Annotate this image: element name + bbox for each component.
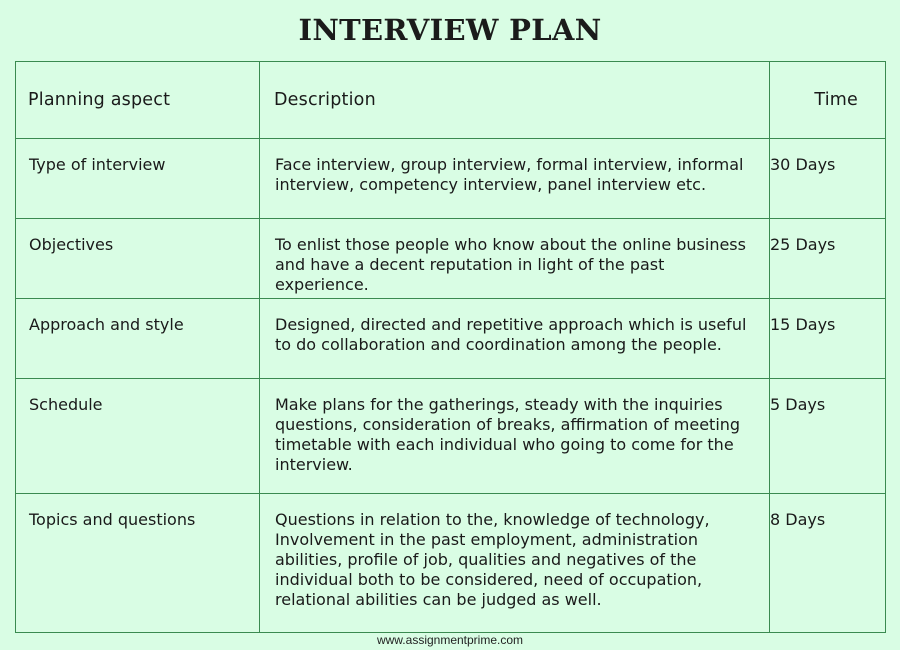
table-header-row <box>16 62 886 139</box>
interview-plan-table <box>15 61 886 633</box>
table-row <box>16 379 886 494</box>
row-time: 8 Days <box>770 494 886 633</box>
row-aspect: Topics and questions <box>16 494 260 633</box>
header-time: Time <box>770 62 886 139</box>
table-row <box>16 299 886 379</box>
row-time: 30 Days <box>770 139 886 219</box>
row-description: Face interview, group interview, formal interview, informal interview, competency interview, panel interview etc. <box>260 139 770 219</box>
row-aspect: Type of interview <box>16 139 260 219</box>
table-row <box>16 219 886 299</box>
row-time: 15 Days <box>770 299 886 379</box>
row-time: 25 Days <box>770 219 886 299</box>
row-aspect: Approach and style <box>16 299 260 379</box>
header-description: Description <box>260 62 770 139</box>
table-row <box>16 494 886 633</box>
row-description: To enlist those people who know about the online business and have a decent reputation in light of the past experience. <box>260 219 770 299</box>
row-description: Designed, directed and repetitive approach which is useful to do collaboration and coordination among the people. <box>260 299 770 379</box>
page-title: INTERVIEW PLAN <box>298 13 602 47</box>
row-aspect: Schedule <box>16 379 260 494</box>
row-description: Make plans for the gatherings, steady with the inquiries questions, consideration of breaks, affirmation of meeting timetable with each individual who going to come for the interview. <box>260 379 770 494</box>
row-description: Questions in relation to the, knowledge of technology, Involvement in the past employment, administration abilities, profile of job, qualities and negatives of the individual both to be considered, need of occupation, relational abilities can be judged as well. <box>260 494 770 633</box>
table-row <box>16 139 886 219</box>
row-time: 5 Days <box>770 379 886 494</box>
header-planning-aspect: Planning aspect <box>16 62 260 139</box>
row-aspect: Objectives <box>16 219 260 299</box>
footer-website: www.assignmentprime.com <box>376 633 524 647</box>
